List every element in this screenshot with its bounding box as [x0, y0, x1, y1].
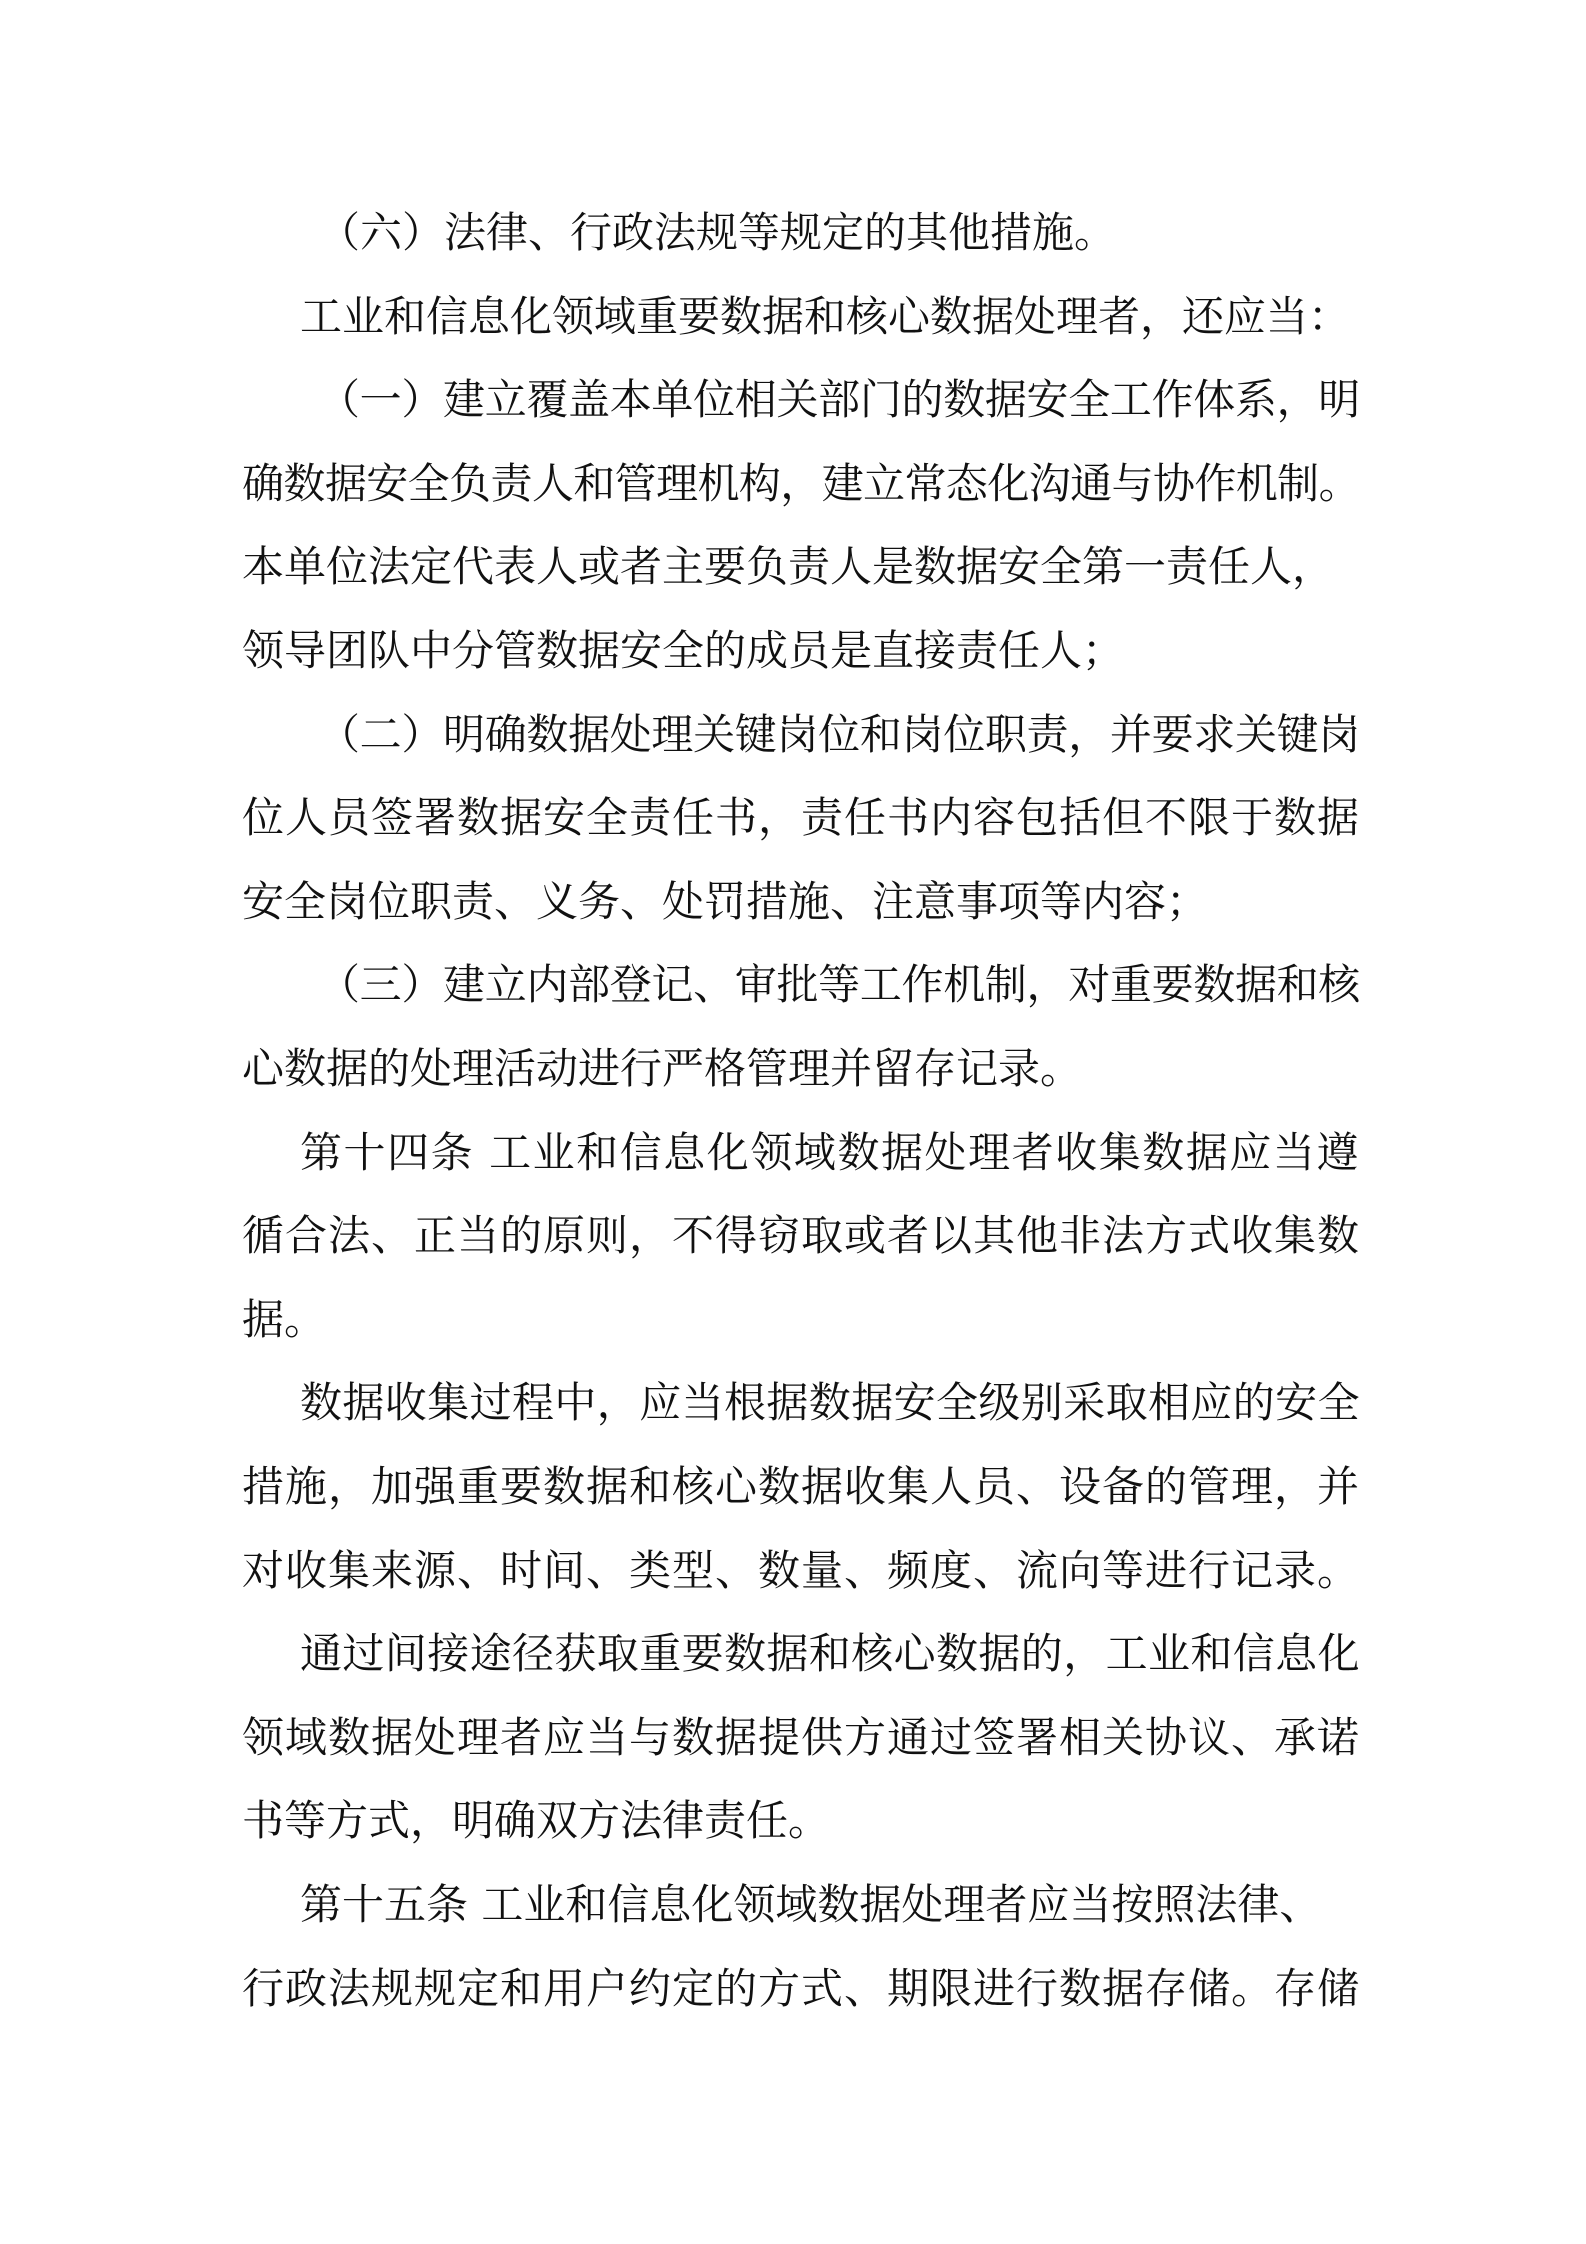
text-line: 领导团队中分管数据安全的成员是直接责任人；: [242, 626, 1125, 675]
text-line: 书等方式，明确双方法律责任。: [242, 1796, 831, 1846]
text-line: 位人员签署数据安全责任书，责任书内容包括但不限于数据: [242, 793, 1360, 843]
text-line: （三）建立内部登记、审批等工作机制，对重要数据和核: [318, 960, 1360, 1010]
text-line: 数据收集过程中，应当根据数据安全级别采取相应的安全: [300, 1378, 1360, 1428]
text-line: （二）明确数据处理关键岗位和岗位职责，并要求关键岗: [318, 709, 1360, 759]
text-line: 循合法、正当的原则，不得窃取或者以其他非法方式收集数: [242, 1211, 1360, 1261]
text-line: 措施，加强重要数据和核心数据收集人员、设备的管理，并: [242, 1462, 1360, 1511]
text-line: 据。: [242, 1294, 327, 1344]
text-line: 第十五条 工业和信息化领域数据处理者应当按照法律、: [300, 1880, 1322, 1929]
text-line: 安全岗位职责、义务、处罚措施、注意事项等内容；: [242, 876, 1209, 926]
text-line: （一）建立覆盖本单位相关部门的数据安全工作体系，明: [318, 375, 1360, 425]
text-line: 第十四条 工业和信息化领域数据处理者收集数据应当遵: [300, 1127, 1360, 1177]
text-line: 通过间接途径获取重要数据和核心数据的，工业和信息化: [300, 1629, 1360, 1679]
text-line: 行政法规规定和用户约定的方式、期限进行数据存储。存储: [242, 1963, 1360, 2013]
text-line: 工业和信息化领域重要数据和核心数据处理者，还应当：: [300, 291, 1351, 341]
text-line: 确数据安全负责人和管理机构，建立常态化沟通与协作机制。: [242, 458, 1360, 508]
text-line: 领域数据处理者应当与数据提供方通过签署相关协议、承诺: [242, 1712, 1360, 1762]
text-line: 心数据的处理活动进行严格管理并留存记录。: [242, 1044, 1083, 1093]
text-line: （六）法律、行政法规等规定的其他措施。: [318, 208, 1117, 257]
text-line: 本单位法定代表人或者主要负责人是数据安全第一责任人，: [242, 542, 1335, 592]
text-line: 对收集来源、时间、类型、数量、频度、流向等进行记录。: [242, 1545, 1360, 1595]
